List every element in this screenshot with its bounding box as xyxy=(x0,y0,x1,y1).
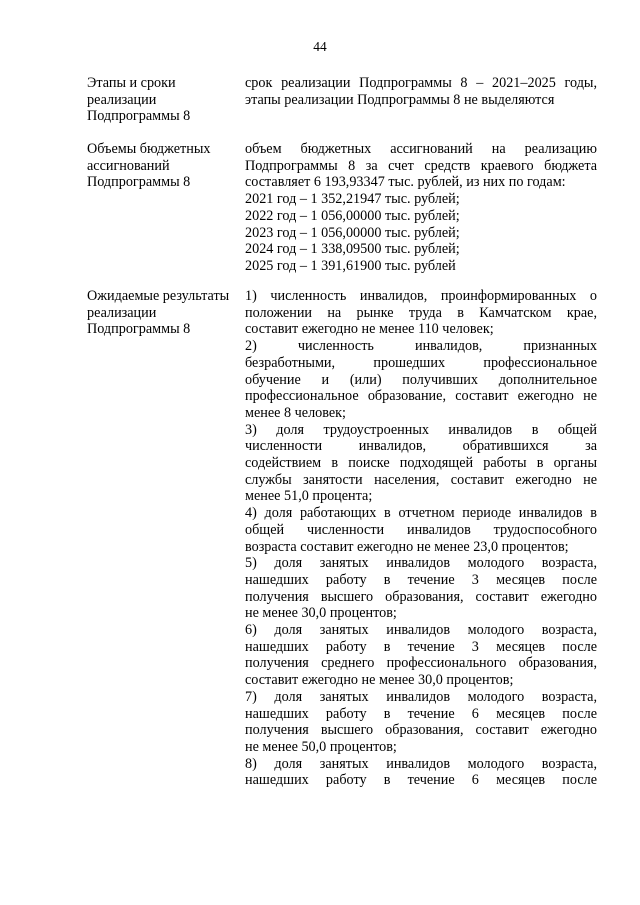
content-line: профессиональное образование, составит ежегодно не xyxy=(245,388,597,405)
row-label xyxy=(87,288,245,789)
content-line: возраста составит ежегодно не менее 23,0 процентов; xyxy=(245,538,569,555)
label-line: Подпрограммы 8 xyxy=(87,108,191,125)
content-line: 7) доля занятых инвалидов молодого возраста, xyxy=(245,688,597,705)
content-line: безработными, прошедших профессиональное xyxy=(245,354,597,371)
table-row-results xyxy=(87,288,597,789)
table-row-budget xyxy=(87,141,597,275)
content-line: 2022 год – 1 056,00000 тыс. рублей; xyxy=(245,207,460,224)
content-line: получения высшего образования, составит ежегодно xyxy=(245,722,597,739)
content-line: нашедших работу в течение 3 месяцев после xyxy=(245,571,597,588)
content-line: 2025 год – 1 391,61900 тыс. рублей xyxy=(245,257,456,274)
row-content xyxy=(245,141,597,275)
label-line: реализации xyxy=(87,304,157,321)
row-content xyxy=(245,75,597,125)
content-line: обучение и (или) получивших дополнительное xyxy=(245,371,597,388)
content-line: не менее 30,0 процентов; xyxy=(245,605,397,622)
row-label xyxy=(87,141,245,275)
content-line: положении на рынке труда в Камчатском крае, xyxy=(245,304,597,321)
label-line: Подпрограммы 8 xyxy=(87,174,191,191)
content-line: 8) доля занятых инвалидов молодого возраста, xyxy=(245,755,597,772)
content-line: общей численности инвалидов трудоспособного xyxy=(245,521,597,538)
content-line: 3) доля трудоустроенных инвалидов в общей xyxy=(245,421,597,438)
label-line: Объемы бюджетных xyxy=(87,141,211,157)
content-line: не менее 50,0 процентов; xyxy=(245,738,397,755)
table-row-stages xyxy=(87,75,597,125)
content-line: составит ежегодно не менее 30,0 процентов; xyxy=(245,672,514,689)
content-line: получения высшего образования, составит ежегодно xyxy=(245,588,597,605)
content-line: менее 51,0 процента; xyxy=(245,488,373,505)
content-line: содействием в поиске подходящей работы в органы xyxy=(245,455,597,472)
content-line: нашедших работу в течение 6 месяцев после xyxy=(245,705,597,722)
label-line: Ожидаемые результаты xyxy=(87,288,230,304)
content-line: объем бюджетных ассигнований на реализацию xyxy=(245,141,597,157)
content-line: получения среднего профессионального образования, xyxy=(245,655,597,672)
content-line: 2) численность инвалидов, признанных xyxy=(245,338,597,355)
content-line: составляет 6 193,93347 тыс. рублей, из них по годам: xyxy=(245,174,566,191)
label-line: Этапы и сроки xyxy=(87,75,176,91)
content-line: Подпрограммы 8 за счет средств краевого бюджета xyxy=(245,157,597,174)
row-label xyxy=(87,75,245,125)
content-line: срок реализации Подпрограммы 8 – 2021–2025 годы, xyxy=(245,75,597,91)
content-line: составит ежегодно не менее 110 человек; xyxy=(245,321,494,338)
content-line: 5) доля занятых инвалидов молодого возраста, xyxy=(245,555,597,572)
content-line: численности инвалидов, обратившихся за xyxy=(245,438,597,455)
row-content xyxy=(245,288,597,789)
content-line: службы занятости населения, составит ежегодно не xyxy=(245,471,597,488)
page-number: 44 xyxy=(313,39,327,54)
content-line: 6) доля занятых инвалидов молодого возраста, xyxy=(245,622,597,639)
label-line: Подпрограммы 8 xyxy=(87,321,191,338)
content-line: 4) доля работающих в отчетном периоде инвалидов в xyxy=(245,505,597,522)
content-line: 2024 год – 1 338,09500 тыс. рублей; xyxy=(245,241,460,258)
content-line: нашедших работу в течение 3 месяцев после xyxy=(245,638,597,655)
content-line: нашедших работу в течение 6 месяцев после xyxy=(245,772,597,789)
content-line: 1) численность инвалидов, проинформированных о xyxy=(245,288,597,304)
content-line: менее 8 человек; xyxy=(245,404,347,421)
label-line: реализации xyxy=(87,91,157,108)
label-line: ассигнований xyxy=(87,157,170,174)
content-line: этапы реализации Подпрограммы 8 не выделяются xyxy=(245,91,555,108)
content-line: 2021 год – 1 352,21947 тыс. рублей; xyxy=(245,191,460,208)
content-line: 2023 год – 1 056,00000 тыс. рублей; xyxy=(245,224,460,241)
